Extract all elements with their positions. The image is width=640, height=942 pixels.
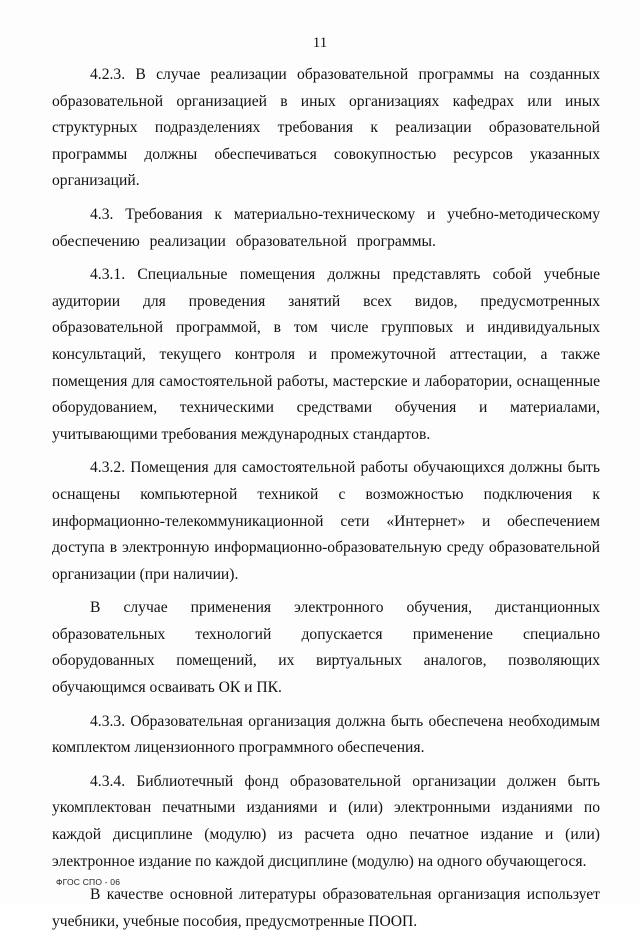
paragraph-4-2-3: 4.2.3. В случае реализации образовательной программы на созданных образовательной организацией в иных организациях кафедрах или иных структурных подразделениях требования к реализации образовательной программы должны обеспечиваться совокупностью ресурсов указанных организаций. <box>52 66 600 190</box>
footer-label: ФГОС СПО - 06 <box>56 877 121 887</box>
paragraph-4-3: 4.3. Требования к материально-техническому и учебно-методическому обеспечению реализации образовательной программы. <box>52 205 600 250</box>
paragraph-4-3-2: 4.3.2. Помещения для самостоятельной работы обучающихся должны быть оснащены компьютерной техникой с возможностью подключения к информационно-телекоммуникационной сети «Интернет» и обеспечением доступа в электронную информационно-образовательную среду образовательной организации (при наличии). <box>52 459 600 583</box>
paragraph-remote-learning: В случае применения электронного обучения, дистанционных образовательных технологий допускается применение специально оборудованных помещений, их виртуальных аналогов, позволяющих обучающимся осваивать ОК и ПК. <box>52 599 600 697</box>
paragraph-4-3-4: 4.3.4. Библиотечный фонд образовательной организации должен быть укомплектован печатными изданиями и (или) электронными изданиями по каждой дисциплине (модулю) из расчета одно печатное издание и (или) электронное издание по каждой дисциплине (модулю) на одного обучающегося. <box>52 772 600 870</box>
document-body <box>52 62 600 942</box>
paragraph-main-literature: В качестве основной литературы образовательная организация использует учебники, учебные пособия, предусмотренные ПООП. <box>52 886 600 930</box>
paragraph-4-3-3: 4.3.3. Образовательная организация должна быть обеспечена необходимым комплектом лицензионного программного обеспечения. <box>52 712 600 757</box>
page-number: 11 <box>312 35 328 51</box>
paragraph-4-3-1: 4.3.1. Специальные помещения должны представлять собой учебные аудитории для проведения занятий всех видов, предусмотренных образовательной программой, в том числе групповых и индивидуальных консультаций, текущего контроля и промежуточной аттестации, а также помещения для самостоятельной работы, мастерские и лаборатории, оснащенные оборудованием, техническими средствами обучения и материалами, учитывающими требования международных стандартов. <box>52 266 600 443</box>
